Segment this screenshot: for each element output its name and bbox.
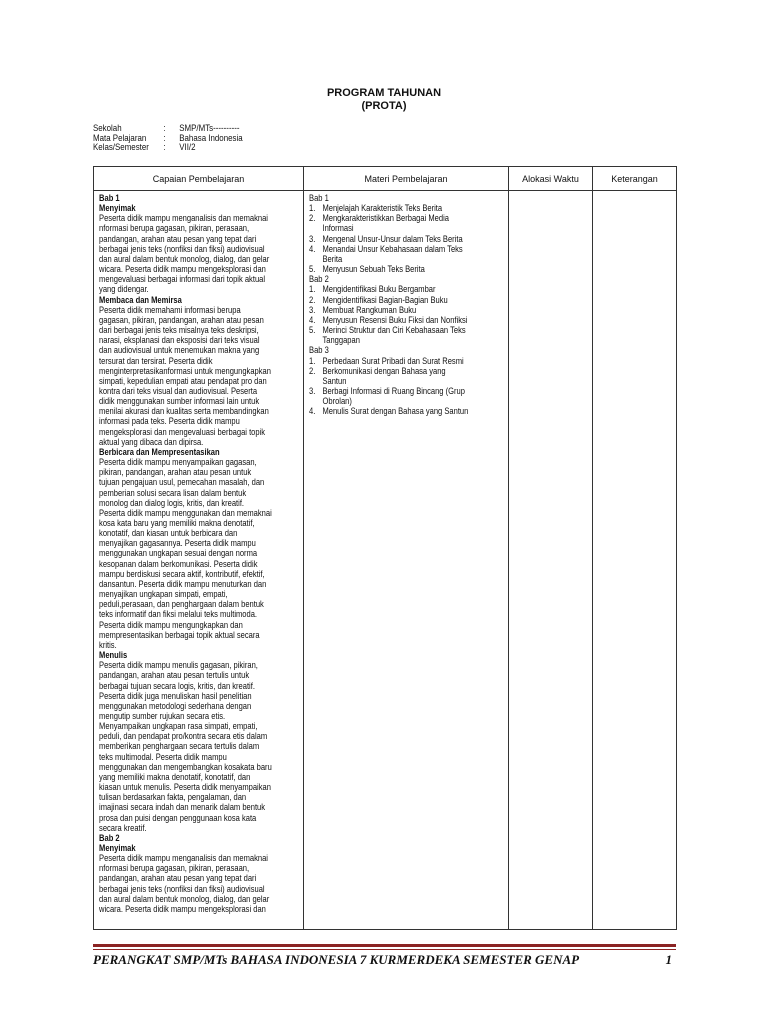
list-item <box>309 366 504 386</box>
prota-table <box>93 166 677 930</box>
footer <box>93 952 676 968</box>
materi-list <box>304 191 504 416</box>
text-line: pandangan, arahan atau pesan tertulis untuk <box>99 670 250 681</box>
footer-rule-thin <box>93 949 676 950</box>
text-line: konotatif, dan kiasan untuk berbicara dan <box>99 528 238 539</box>
list-text: Menyusun Resensi Buku Fiksi dan Nonfiksi <box>322 314 468 325</box>
text-line: Peserta didik mampu menggunakan dan memaknai <box>99 507 272 518</box>
list-item <box>309 234 504 244</box>
text-line: Peserta didik mampu mengungkapkan dan <box>99 619 243 630</box>
section-heading: Bab 2 <box>99 832 120 843</box>
list-item <box>309 244 504 264</box>
text-line: Peserta didik juga menuliskan hasil penelitian <box>99 690 252 701</box>
footer-title: PERANGKAT SMP/MTs BAHASA INDONESIA 7 KURMERDEKA SEMESTER GENAP <box>93 952 580 967</box>
keterangan-cell <box>593 191 677 930</box>
list-item <box>309 264 504 274</box>
list-text: Berbagi Informasi di Ruang Bincang (Grup Obrolan) <box>322 385 465 407</box>
text-line: Peserta didik mampu menulis gagasan, pikiran, <box>99 660 258 671</box>
text-line: dan aural dalam bentuk monolog, dialog, dan gelar <box>99 893 270 904</box>
text-line: nformasi berupa gagasan, pikiran, perasaan, <box>99 223 250 234</box>
text-line: didik menggunakan sumber informasi lain untuk <box>99 396 260 407</box>
text-line: mengutip sumber rujukan secara etis. <box>99 710 226 721</box>
text-line: kiasan untuk menulis. Peserta didik menyampaikan <box>99 782 271 793</box>
text-line: monolog dan dialog logis, kritis, dan kreatif. <box>99 497 245 508</box>
text-line: menggunakan metodologi sederhana dengan <box>99 700 252 711</box>
bab-heading: Bab 1 <box>309 193 329 203</box>
text-line: berbagai jenis teks (nonfiksi dan fiksi) audiovisual <box>99 883 265 894</box>
list-text: Merinci Struktur dan Ciri Kebahasaan Teks Tanggapan <box>322 325 466 346</box>
list-number: 1. <box>309 284 316 295</box>
header-materi: Materi Pembelajaran <box>304 167 509 191</box>
list-item <box>309 284 504 294</box>
list-number: 2. <box>309 213 316 224</box>
text-line: pikiran, pandangan, arahan atau pesan untuk <box>99 467 252 478</box>
text-line: dan aural dalam bentuk monolog, dialog, dan gelar <box>99 253 270 264</box>
text-line: Peserta didik mampu menyampaikan gagasan, <box>99 457 257 468</box>
text-line: dan audiovisual untuk menemukan makna yang <box>99 345 260 356</box>
info-key: Mata Pelajaran <box>93 132 147 143</box>
list-number: 1. <box>309 203 316 214</box>
text-line: peduli,perasaan, dan penghargaan dalam bentuk <box>99 599 264 610</box>
list-number: 4. <box>309 314 316 325</box>
list-number: 1. <box>309 355 316 366</box>
list-text: Mengidentifikasi Buku Bergambar <box>322 284 436 295</box>
text-line: Peserta didik memahami informasi berupa <box>99 304 241 315</box>
text-line: nformasi berupa gagasan, pikiran, perasaan, <box>99 863 250 874</box>
list-item <box>309 325 504 345</box>
text-line: menyajikan ungkapan simpati, empati, <box>99 589 228 600</box>
text-line: secara kreatif. <box>99 822 147 833</box>
section-heading: Menyimak <box>99 843 136 853</box>
text-line: kosa kata baru yang memiliki makna denotatif, <box>99 518 255 528</box>
text-line: mengeksplorasi dan mengevaluasi berbagai topik <box>99 426 266 437</box>
table-header-row <box>94 167 677 191</box>
text-line: berbagai jenis teks (nonfiksi dan fiksi) audiovisual <box>99 243 265 254</box>
list-item <box>309 295 504 305</box>
list-text: Mengidentifikasi Bagian-Bagian Buku <box>322 294 448 305</box>
list-text: Membuat Rangkuman Buku <box>322 304 417 315</box>
bab-heading: Bab 3 <box>309 345 329 356</box>
text-line: tujuan pengajuan usul, pemecahan masalah, dan <box>99 477 265 488</box>
text-line: menginterpretasikanformasi untuk mengungkapkan <box>99 365 271 376</box>
text-line: narasi, eksplanasi dan eksposisi dari teks visual <box>99 335 260 346</box>
list-number: 3. <box>309 233 316 244</box>
section-heading: Menulis <box>99 650 128 661</box>
text-line: berbagai tujuan secara logis, kritis, dan kreatif. <box>99 680 255 691</box>
list-text: Perbedaan Surat Pribadi dan Surat Resmi <box>322 355 464 366</box>
document-title: PROGRAM TAHUNAN <box>326 87 442 99</box>
capaian-cell <box>94 191 304 930</box>
list-text: Berkomunikasi dengan Bahasa yang Santun <box>322 365 446 386</box>
list-item <box>309 213 504 233</box>
text-line: dari berbagai jenis teks misalnya teks deskripsi, <box>99 325 259 336</box>
page-number: 1 <box>665 952 672 967</box>
info-value: SMP/MTs---------- <box>179 123 240 133</box>
identity-block <box>93 124 243 153</box>
text-line: yang didengar. <box>99 284 149 295</box>
info-separator: : <box>163 142 166 152</box>
text-line: teks informatif dan fiksi melalui teks multimoda. <box>99 609 258 620</box>
list-item <box>309 356 504 366</box>
text-line: prosa dan puisi dengan penggunaan kosa kata <box>99 812 257 823</box>
header-capaian: Capaian Pembelajaran <box>94 167 304 191</box>
text-line: aktual yang dibaca dan dipirsa. <box>99 436 204 447</box>
list-item <box>309 203 504 213</box>
info-separator: : <box>163 132 166 143</box>
text-line: mampu berdiskusi secara aktif, kontributif, efektif, <box>99 568 265 579</box>
list-number: 5. <box>309 325 316 336</box>
list-item <box>309 305 504 315</box>
list-number: 3. <box>309 304 316 315</box>
list-text: Menandai Unsur Kebahasaan dalam Teks Berita <box>322 243 463 264</box>
alokasi-waktu-cell <box>509 191 593 930</box>
list-number: 4. <box>309 406 316 417</box>
info-value: VII/2 <box>179 142 196 152</box>
text-line: simpati, kepedulian empati atau pendapat pro dan <box>99 375 267 386</box>
table-row <box>94 191 677 930</box>
list-text: Menulis Surat dengan Bahasa yang Santun <box>322 406 469 417</box>
text-line: wicara. Peserta didik mampu mengeksplorasi dan <box>99 264 266 275</box>
list-item <box>309 406 504 416</box>
text-line: pandangan, arahan atau pesan yang tepat dari <box>99 873 257 884</box>
text-line: peduli, dan pendapat pro/kontra secara etis dalam <box>99 731 268 742</box>
text-line: Menyampaikan ungkapan rasa simpati, empati, <box>99 721 258 732</box>
text-line: gagasan, pikiran, pandangan, arahan atau pesan <box>99 314 264 325</box>
footer-rule-thick <box>93 944 676 947</box>
text-line: Peserta didik mampu menganalisis dan memaknai <box>99 213 268 224</box>
list-number: 3. <box>309 385 316 396</box>
section-heading: Menyimak <box>99 203 136 214</box>
list-text: Mengkarakteristikkan Berbagai Media Informasi <box>322 213 449 234</box>
text-line: imajinasi secara indah dan menarik dalam bentuk <box>99 802 266 813</box>
list-number: 2. <box>309 294 316 305</box>
info-separator: : <box>163 123 166 133</box>
text-line: kesopanan dalam berkomunikasi. Peserta didik <box>99 558 258 569</box>
list-text: Menyusun Sebuah Teks Berita <box>322 264 425 275</box>
text-line: yang memiliki makna denotatif, konotatif, dan <box>99 771 251 782</box>
text-line: informasi pada teks. Peserta didik mampu <box>99 416 240 427</box>
text-line: memberikan penghargaan secara tertulis dalam <box>99 741 260 752</box>
capaian-text <box>94 191 270 914</box>
text-line: wicara. Peserta didik mampu mengeksplorasi dan <box>99 903 266 914</box>
section-heading: Berbicara dan Mempresentasikan <box>99 446 220 457</box>
text-line: teks multimodal. Peserta didik mampu <box>99 751 227 762</box>
info-key: Sekolah <box>93 123 122 133</box>
list-item <box>309 315 504 325</box>
text-line: Peserta didik mampu menganalisis dan memaknai <box>99 853 268 864</box>
text-line: menilai akurasi dan kualitas serta membandingkan <box>99 406 269 417</box>
section-heading: Bab 1 <box>99 193 120 203</box>
text-line: kritis. <box>99 639 117 650</box>
info-row-kelas-semester <box>93 143 243 153</box>
text-line: tersurat dan tersirat. Peserta didik <box>99 355 213 366</box>
list-number: 5. <box>309 264 316 275</box>
list-number: 4. <box>309 243 316 254</box>
text-line: menggunakan dan mengembangkan kosakata baru <box>99 761 272 772</box>
text-line: mengevaluasi berbagai informasi dari topik aktual <box>99 274 266 285</box>
section-heading: Membaca dan Memirsa <box>99 294 182 305</box>
header-keterangan: Keterangan <box>593 167 677 191</box>
text-line: pandangan, arahan atau pesan yang tepat dari <box>99 233 257 244</box>
text-line: dansantun. Peserta didik mampu menuturkan dan <box>99 578 267 589</box>
materi-cell <box>304 191 509 930</box>
text-line: mempresentasikan berbagai topik aktual secara <box>99 629 260 640</box>
list-text: Menjelajah Karakteristik Teks Berita <box>322 203 443 214</box>
list-item <box>309 386 504 406</box>
info-value: Bahasa Indonesia <box>179 132 243 143</box>
text-line: menggunakan ungkapan sesuai dengan norma <box>99 548 258 559</box>
text-line: kontra dari teks visual dan audiovisual. Peserta <box>99 385 258 396</box>
info-key: Kelas/Semester <box>93 142 149 152</box>
text-line: tulisan berdasarkan fakta, pengalaman, dan <box>99 792 247 803</box>
header-alokasi-waktu: Alokasi Waktu <box>509 167 593 191</box>
bab-heading: Bab 2 <box>309 274 329 285</box>
document-subtitle: (PROTA) <box>361 100 407 112</box>
list-text: Mengenal Unsur-Unsur dalam Teks Berita <box>322 233 463 244</box>
list-number: 2. <box>309 365 316 376</box>
text-line: menyajikan gagasannya. Peserta didik mampu <box>99 538 256 549</box>
text-line: pemberian solusi secara lisan dalam bentuk <box>99 487 247 498</box>
